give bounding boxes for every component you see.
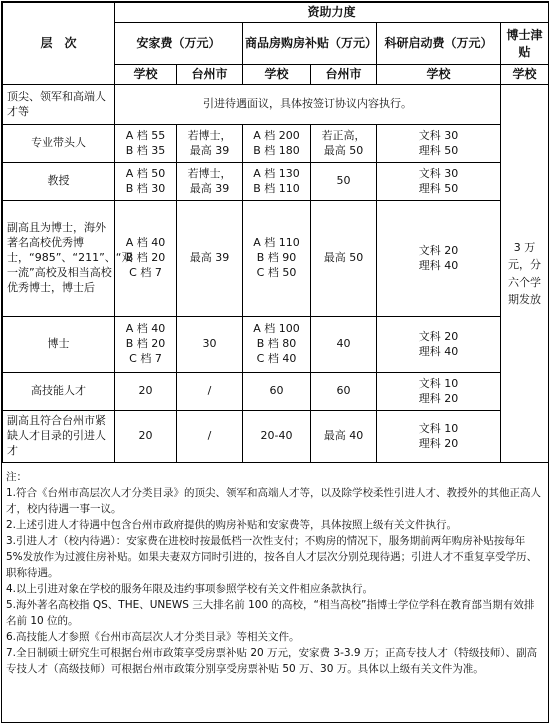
house-school-cell: A 档 130 B 档 110 [243,163,311,201]
row-level: 副高且为博士，海外著名高校优秀博士，“985”、“211”、“双一流”高校及相当高校优秀博士，博士后 [3,201,115,317]
settle-city-cell: 最高 39 [177,201,243,317]
house-school-cell: A 档 100 B 档 80 C 档 40 [243,317,311,373]
settle-city-cell: 若博士， 最高 39 [177,125,243,163]
subheader-city: 台州市 [177,65,243,85]
house-city-cell: 60 [311,373,377,411]
house-city-cell: 若正高， 最高 50 [311,125,377,163]
row-level: 专业带头人 [3,125,115,163]
table-row [3,85,549,125]
table-row [3,373,549,411]
row-level: 高技能人才 [3,373,115,411]
note-item: 1.符合《台州市高层次人才分类目录》的顶尖、领军和高端人才等，以及除学校柔性引进人才、教授外的其他正高人才，校内待遇一事一议。 [6,487,542,515]
table-row [3,317,549,373]
row-level: 副高且符合台州市紧缺人才目录的引进人才 [3,411,115,463]
table-row [3,411,549,463]
settle-school-cell: A 档 55 B 档 35 [115,125,177,163]
settle-school-cell: 20 [115,411,177,463]
notes-title: 注： [6,471,27,483]
subheader-city: 台州市 [311,65,377,85]
header-funding: 资助力度 [115,3,549,23]
house-school-cell: A 档 110 B 档 90 C 档 50 [243,201,311,317]
house-city-cell: 最高 40 [311,411,377,463]
settle-city-cell: 若博士， 最高 39 [177,163,243,201]
row-level: 教授 [3,163,115,201]
notes-section [2,463,548,722]
note-item: 3.引进人才（校内待遇）：安家费在进校时按最低档一次性支付；不购房的情况下，服务期前两年购房补贴按每年 5%发放作为过渡住房补贴。如果夫妻双方同时引进的，按各自人才层次分别兑现待遇；引进人才不重复享受学历、职称待遇。 [6,535,538,579]
settle-city-cell: 30 [177,317,243,373]
note-item: 2.上述引进人才待遇中包含台州市政府提供的购房补贴和安家费等，具体按照上级有关文件执行。 [6,519,458,531]
subheader-school: 学校 [115,65,177,85]
header-research: 科研启动费（万元） [377,23,501,65]
research-cell: 文科 30 理科 50 [377,163,501,201]
settle-city-cell: / [177,373,243,411]
settle-school-cell: A 档 40 B 档 20 C 档 7 [115,317,177,373]
research-cell: 文科 30 理科 50 [377,125,501,163]
note-item: 7.全日制硕士研究生可根据台州市政策享受房票补贴 20 万元，安家费 3-3.9 万；正高专技人才（特级技师）、副高专技人才（高级技师）可根据台州市政策分别享受房票补贴 50 万、30 万。具体以上级有关文件为准。 [6,647,538,675]
research-cell: 文科 20 理科 40 [377,317,501,373]
table-row [3,201,549,317]
research-cell: 文科 10 理科 20 [377,373,501,411]
note-item: 5.海外著名高校指 QS、THE、UNEWS 三大排名前 100 的高校，“相当高校”指博士学位学科在教育部当期有效排名前 10 位的。 [6,599,535,627]
table-row [3,125,549,163]
house-school-cell: 60 [243,373,311,411]
house-city-cell: 40 [311,317,377,373]
postdoc-allowance: 3 万元，分六个学期发放 [501,85,549,463]
policy-document [1,1,549,723]
subheader-school: 学校 [501,65,549,85]
settle-city-cell: / [177,411,243,463]
research-cell: 文科 20 理科 40 [377,201,501,317]
header-postdoc: 博士津贴 [501,23,549,65]
header-housing: 商品房购房补贴（万元） [243,23,377,65]
house-school-cell: 20-40 [243,411,311,463]
house-city-cell: 最高 50 [311,201,377,317]
table-row [3,163,549,201]
house-city-cell: 50 [311,163,377,201]
house-school-cell: A 档 200 B 档 180 [243,125,311,163]
header-level: 层 次 [3,3,115,85]
settle-school-cell: A 档 40 B 档 20 C 档 7 [115,201,177,317]
row-level: 顶尖、领军和高端人才等 [3,85,115,125]
settle-school-cell: A 档 50 B 档 30 [115,163,177,201]
subheader-school: 学校 [243,65,311,85]
research-cell: 文科 10 理科 20 [377,411,501,463]
row-level: 博士 [3,317,115,373]
header-settle: 安家费（万元） [115,23,243,65]
subheader-school: 学校 [377,65,501,85]
note-item: 4.以上引进对象在学校的服务年限及违约事项参照学校有关文件相应条款执行。 [6,583,374,595]
row-merged-note: 引进待遇面议，具体按签订协议内容执行。 [115,85,501,125]
settle-school-cell: 20 [115,373,177,411]
note-item: 6.高技能人才参照《台州市高层次人才分类目录》等相关文件。 [6,631,300,643]
talent-benefits-table [2,2,549,463]
